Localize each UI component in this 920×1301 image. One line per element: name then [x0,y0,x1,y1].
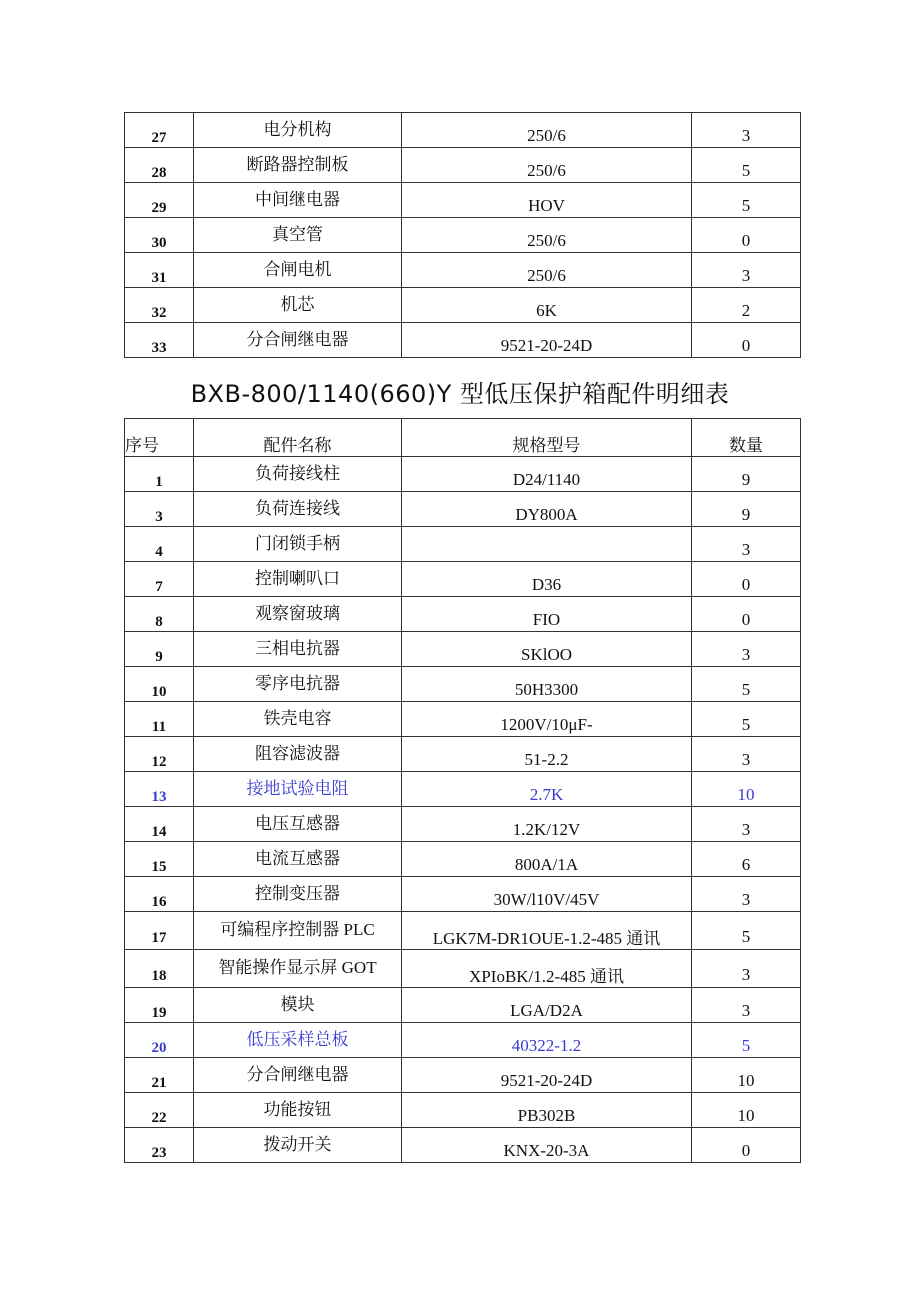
part-name: 合闸电机 [194,253,402,288]
part-name: 零序电抗器 [194,667,402,702]
part-qty: 0 [692,323,801,358]
table-row [125,842,801,877]
part-qty: 0 [692,1128,801,1163]
row-number: 17 [125,912,194,950]
part-name: 智能操作显示屏 GOT [194,950,402,988]
part-spec: SKlOO [402,632,692,667]
row-number: 27 [125,113,194,148]
table-row [125,183,801,218]
part-qty: 2 [692,288,801,323]
table-row [125,323,801,358]
row-number: 12 [125,737,194,772]
part-name: 电流互感器 [194,842,402,877]
table-row [125,218,801,253]
part-name: 中间继电器 [194,183,402,218]
row-number: 13 [125,772,194,807]
parts-table-body [125,419,801,1163]
row-number: 19 [125,988,194,1023]
part-spec: 6K [402,288,692,323]
part-qty: 3 [692,113,801,148]
part-spec: 1200V/10μF- [402,702,692,737]
part-spec: 2.7K [402,772,692,807]
table-row [125,562,801,597]
table-row [125,737,801,772]
part-qty: 5 [692,1023,801,1058]
row-number: 3 [125,492,194,527]
part-name: 真空管 [194,218,402,253]
part-spec: 51-2.2 [402,737,692,772]
parts-table [124,418,801,1163]
part-spec: D36 [402,562,692,597]
part-name: 可编程序控制器 PLC [194,912,402,950]
table-row [125,1128,801,1163]
row-number: 18 [125,950,194,988]
row-number: 8 [125,597,194,632]
part-qty: 10 [692,1058,801,1093]
table-row [125,950,801,988]
row-number: 16 [125,877,194,912]
part-name: 负荷连接线 [194,492,402,527]
row-number: 9 [125,632,194,667]
part-spec: LGA/D2A [402,988,692,1023]
header-no: 序号 [125,419,194,457]
part-name: 门闭锁手柄 [194,527,402,562]
part-spec: 50H3300 [402,667,692,702]
part-spec: 250/6 [402,148,692,183]
page-title: BXB-800/1140(660)Y 型低压保护箱配件明细表 [190,380,730,408]
header-spec: 规格型号 [402,419,692,457]
part-qty: 5 [692,148,801,183]
part-qty: 0 [692,562,801,597]
part-spec: 250/6 [402,218,692,253]
part-spec: FIO [402,597,692,632]
part-qty: 0 [692,218,801,253]
part-qty: 3 [692,988,801,1023]
row-number: 33 [125,323,194,358]
table-row [125,632,801,667]
part-name: 阻容滤波器 [194,737,402,772]
part-qty: 0 [692,597,801,632]
table-row [125,148,801,183]
part-spec [402,527,692,562]
part-qty: 3 [692,253,801,288]
parts-table-continued [124,112,801,358]
table-row [125,527,801,562]
part-spec: KNX-20-3A [402,1128,692,1163]
part-qty: 3 [692,877,801,912]
part-spec: 250/6 [402,113,692,148]
row-number: 10 [125,667,194,702]
part-name: 铁壳电容 [194,702,402,737]
part-name: 机芯 [194,288,402,323]
table-row [125,772,801,807]
part-qty: 5 [692,667,801,702]
part-name: 低压采样总板 [194,1023,402,1058]
part-spec: 1.2K/12V [402,807,692,842]
row-number: 21 [125,1058,194,1093]
part-spec: PB302B [402,1093,692,1128]
part-qty: 3 [692,807,801,842]
table-row [125,1058,801,1093]
row-number: 15 [125,842,194,877]
header-qty: 数量 [692,419,801,457]
row-number: 28 [125,148,194,183]
part-name: 电压互感器 [194,807,402,842]
part-name: 功能按钮 [194,1093,402,1128]
part-spec: 9521-20-24D [402,1058,692,1093]
row-number: 4 [125,527,194,562]
part-name: 控制喇叭口 [194,562,402,597]
row-number: 23 [125,1128,194,1163]
table-row [125,492,801,527]
table-row [125,667,801,702]
table-row [125,597,801,632]
table-header-row [125,419,801,457]
row-number: 31 [125,253,194,288]
table-row [125,1093,801,1128]
part-qty: 3 [692,950,801,988]
part-spec: 800A/1A [402,842,692,877]
part-spec: 40322-1.2 [402,1023,692,1058]
table-row [125,457,801,492]
part-qty: 5 [692,702,801,737]
row-number: 32 [125,288,194,323]
table-row [125,702,801,737]
table-row [125,912,801,950]
part-qty: 3 [692,527,801,562]
part-name: 分合闸继电器 [194,1058,402,1093]
part-name: 模块 [194,988,402,1023]
parts-table-continued-body [125,113,801,358]
part-qty: 9 [692,492,801,527]
part-qty: 5 [692,183,801,218]
row-number: 29 [125,183,194,218]
row-number: 20 [125,1023,194,1058]
header-name: 配件名称 [194,419,402,457]
part-name: 观察窗玻璃 [194,597,402,632]
table-row [125,807,801,842]
part-name: 控制变压器 [194,877,402,912]
row-number: 22 [125,1093,194,1128]
row-number: 1 [125,457,194,492]
part-name: 接地试验电阻 [194,772,402,807]
part-name: 断路器控制板 [194,148,402,183]
table-row [125,288,801,323]
part-spec: XPIoBK/1.2-485 通讯 [402,950,692,988]
part-spec: 250/6 [402,253,692,288]
part-name: 分合闸继电器 [194,323,402,358]
part-qty: 6 [692,842,801,877]
part-qty: 10 [692,1093,801,1128]
row-number: 7 [125,562,194,597]
row-number: 14 [125,807,194,842]
part-qty: 5 [692,912,801,950]
table-row [125,988,801,1023]
part-qty: 3 [692,632,801,667]
part-qty: 3 [692,737,801,772]
table-row [125,253,801,288]
part-name: 拨动开关 [194,1128,402,1163]
part-spec: D24/1140 [402,457,692,492]
part-qty: 9 [692,457,801,492]
part-name: 负荷接线柱 [194,457,402,492]
part-spec: LGK7M-DR1OUE-1.2-485 通讯 [402,912,692,950]
part-spec: 30W/l10V/45V [402,877,692,912]
part-spec: HOV [402,183,692,218]
table-row [125,113,801,148]
part-qty: 10 [692,772,801,807]
part-name: 电分机构 [194,113,402,148]
part-name: 三相电抗器 [194,632,402,667]
table-row [125,877,801,912]
part-spec: DY800A [402,492,692,527]
table-row [125,1023,801,1058]
row-number: 11 [125,702,194,737]
part-spec: 9521-20-24D [402,323,692,358]
row-number: 30 [125,218,194,253]
